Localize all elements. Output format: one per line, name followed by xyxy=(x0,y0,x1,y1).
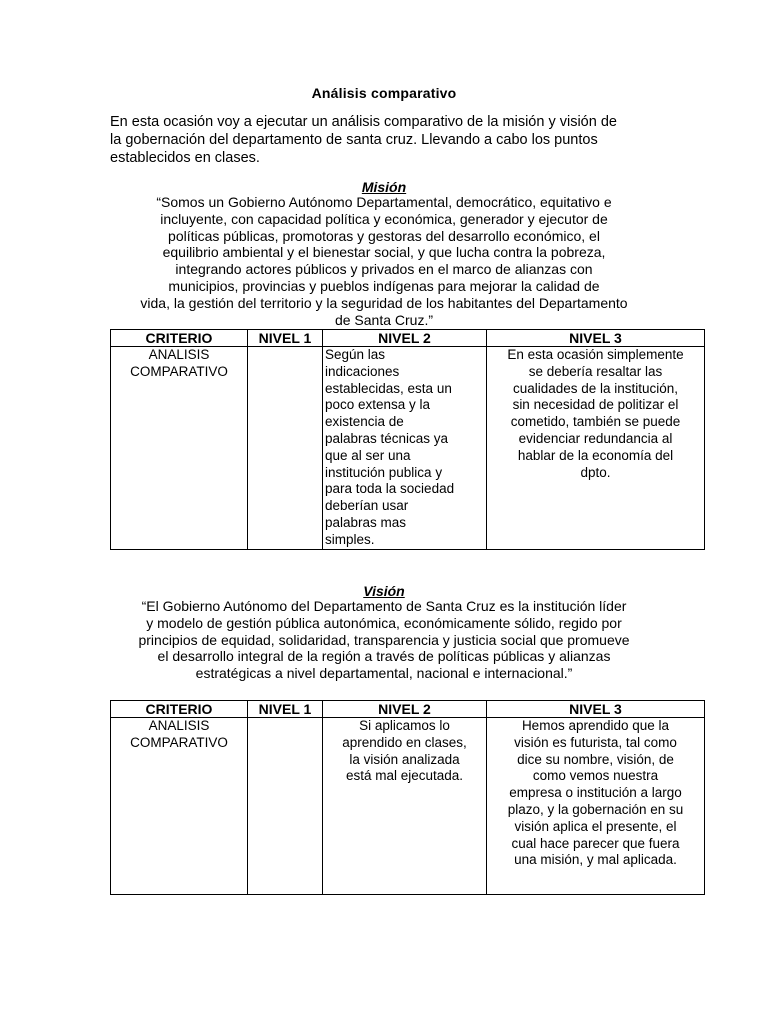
cell-line: indicaciones xyxy=(325,363,400,379)
intro-paragraph xyxy=(110,113,660,167)
cell-line: existencia de xyxy=(325,414,404,430)
cell-line: cualidades de la institución, xyxy=(512,380,679,396)
cell-line: ANALISIS xyxy=(148,718,210,733)
cell-line: cometido, también se puede xyxy=(510,414,681,430)
cell-line: Según las xyxy=(325,347,386,362)
cell-line: cual hace parecer que fuera xyxy=(511,835,680,851)
table-header-row xyxy=(111,330,705,347)
cell-line: dpto. xyxy=(580,464,611,480)
cell-line: para toda la sociedad xyxy=(325,481,455,497)
table-row xyxy=(111,718,705,895)
cell-line: deberían usar xyxy=(325,498,409,514)
cell-line: como vemos nuestra xyxy=(532,768,659,784)
cell-line: empresa o institución a largo xyxy=(509,785,682,801)
cell-line: evidenciar redundancia al xyxy=(518,430,673,446)
mision-criteria-table xyxy=(110,329,705,550)
vision-quote-line: “El Gobierno Autónomo del Departamento de Santa Cruz es la institución líder xyxy=(141,598,627,614)
mision-quote-line: equilibrio ambiental y el bienestar social, y que lucha contra la pobreza, xyxy=(162,244,606,261)
cell-line: sin necesidad de politizar el xyxy=(512,397,679,413)
cell-nivel-3 xyxy=(487,718,705,895)
cell-line: plazo, y la gobernación en su xyxy=(507,801,684,817)
cell-nivel-2 xyxy=(323,718,487,895)
cell-line: que al ser una xyxy=(325,447,411,463)
cell-nivel-3 xyxy=(487,347,705,550)
cell-line: se debería resaltar las xyxy=(528,363,663,379)
cell-line: Hemos aprendido que la xyxy=(521,718,670,733)
cell-criterio xyxy=(111,718,248,895)
mision-quote-line: políticas públicas, promotoras y gestoras del desarrollo económico, el xyxy=(168,227,600,244)
cell-line: institución publica y xyxy=(325,464,443,480)
cell-line: Si aplicamos lo xyxy=(359,718,450,733)
header-criterio: CRITERIO xyxy=(111,701,248,718)
vision-quote xyxy=(108,598,660,682)
intro-line: En esta ocasión voy a ejecutar un análisis comparativo de la misión y visión de xyxy=(110,114,617,130)
cell-line: palabras técnicas ya xyxy=(325,430,449,446)
header-nivel-2: NIVEL 2 xyxy=(323,330,487,347)
cell-line: establecidas, esta un xyxy=(325,380,452,396)
intro-line: establecidos en clases. xyxy=(110,150,260,166)
cell-line: está mal ejecutada. xyxy=(345,768,464,784)
intro-line: la gobernación del departamento de santa cruz. Llevando a cabo los puntos xyxy=(110,132,598,148)
header-nivel-3: NIVEL 3 xyxy=(487,701,705,718)
mision-quote-line: “Somos un Gobierno Autónomo Departamental, democrático, equitativo e xyxy=(156,194,612,210)
cell-line: COMPARATIVO xyxy=(130,734,228,750)
mision-quote-line: integrando actores públicos y privados en el marco de alianzas con xyxy=(175,261,593,278)
vision-quote-line: principios de equidad, solidaridad, transparencia y justicia social que promueve xyxy=(138,631,630,648)
table-row xyxy=(111,347,705,550)
cell-line: palabras mas xyxy=(325,514,407,530)
cell-line: ANALISIS xyxy=(148,347,210,362)
vision-heading: Visión xyxy=(363,583,405,599)
cell-line: simples. xyxy=(325,531,375,547)
cell-line: visión aplica el presente, el xyxy=(514,818,677,834)
mision-quote-line: de Santa Cruz.” xyxy=(334,311,434,328)
cell-line: visión es futurista, tal como xyxy=(514,734,677,750)
table-header-row xyxy=(111,701,705,718)
cell-line: En esta ocasión simplemente xyxy=(507,347,684,362)
vision-quote-line: y modelo de gestión pública autonómica, económicamente sólido, regido por xyxy=(146,614,622,631)
cell-line: dice su nombre, visión, de xyxy=(517,751,674,767)
cell-line: hablar de la economía del xyxy=(517,447,674,463)
mision-quote-line: municipios, provincias y pueblos indígenas para mejorar la calidad de xyxy=(168,277,600,294)
header-nivel-1: NIVEL 1 xyxy=(248,701,323,718)
cell-line: poco extensa y la xyxy=(325,397,431,413)
mision-quote-line: incluyente, con capacidad política y económica, generador y ejecutor de xyxy=(160,210,608,227)
cell-nivel-1 xyxy=(248,718,323,895)
header-criterio: CRITERIO xyxy=(111,330,248,347)
header-nivel-2: NIVEL 2 xyxy=(323,701,487,718)
vision-quote-line: el desarrollo integral de la región a través de políticas públicas y alianzas xyxy=(157,648,611,665)
cell-line: aprendido en clases, xyxy=(342,734,467,750)
mision-quote-line: vida, la gestión del territorio y la seguridad de los habitantes del Departamento xyxy=(140,294,628,311)
cell-criterio xyxy=(111,347,248,550)
cell-line: COMPARATIVO xyxy=(130,363,228,379)
header-nivel-1: NIVEL 1 xyxy=(248,330,323,347)
cell-nivel-2 xyxy=(323,347,487,550)
document-title: Análisis comparativo xyxy=(311,85,457,101)
cell-nivel-1 xyxy=(248,347,323,550)
vision-criteria-table xyxy=(110,700,705,895)
header-nivel-3: NIVEL 3 xyxy=(487,330,705,347)
mision-quote xyxy=(108,194,660,328)
mision-heading: Misión xyxy=(361,179,407,195)
cell-line: una misión, y mal aplicada. xyxy=(514,852,677,868)
cell-line: la visión analizada xyxy=(349,751,460,767)
vision-quote-line: estratégicas a nivel departamental, nacional e internacional.” xyxy=(195,665,573,682)
